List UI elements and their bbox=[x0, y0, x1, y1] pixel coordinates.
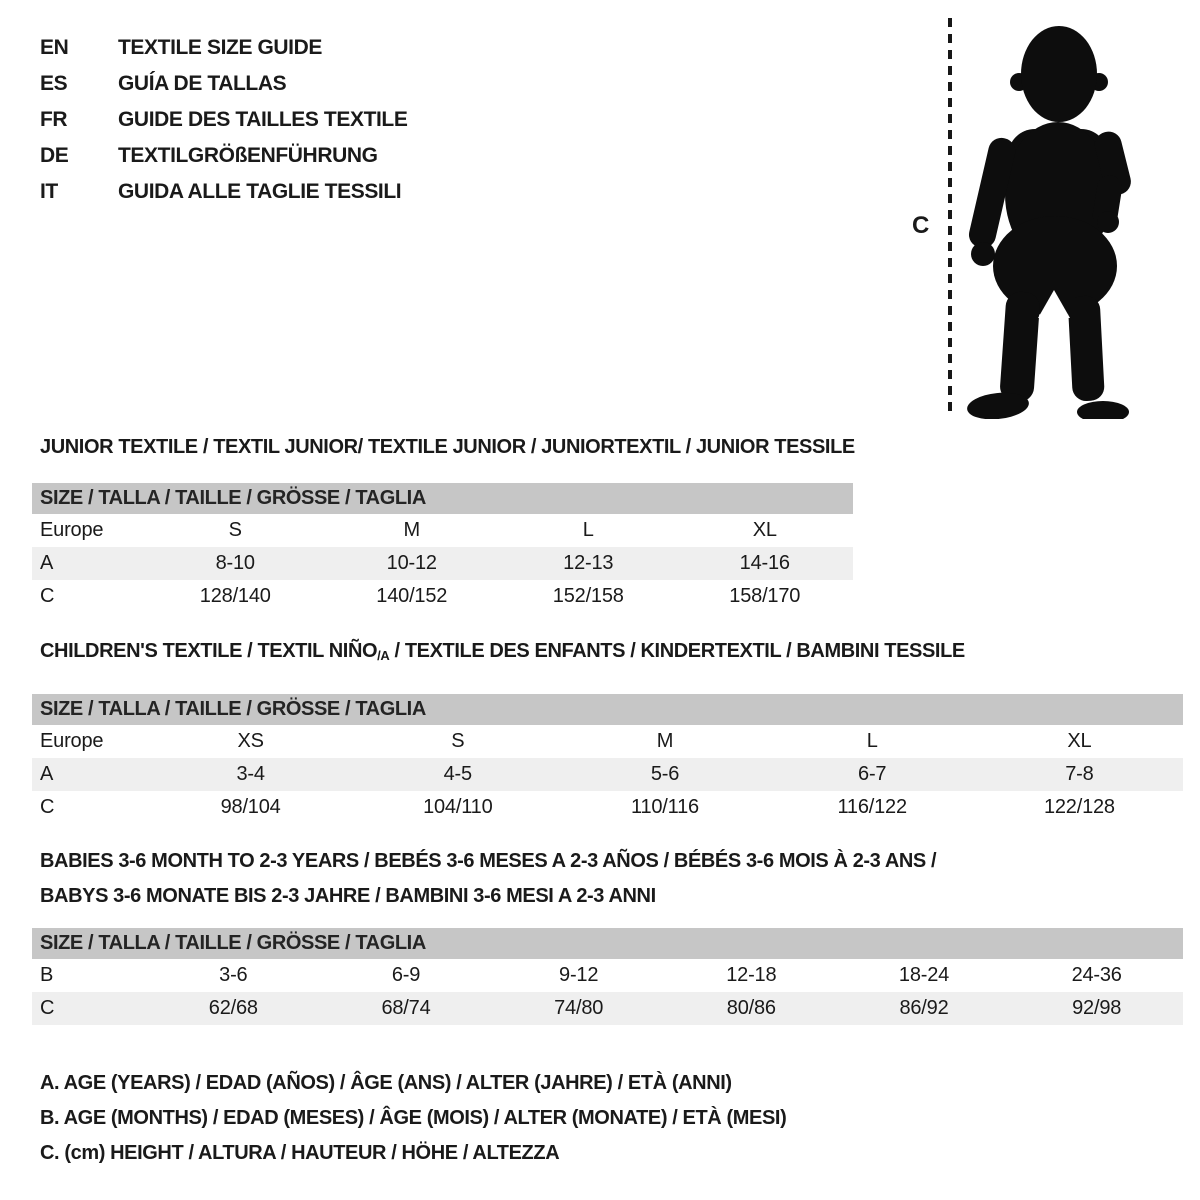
section-title bbox=[40, 634, 1183, 673]
silhouette-hand bbox=[971, 242, 995, 266]
size-cell: 24-36 bbox=[1071, 964, 1122, 986]
language-code: ES bbox=[40, 72, 68, 95]
size-table bbox=[32, 694, 1183, 824]
guide-title: TEXTILGRÖßENFÜHRUNG bbox=[118, 144, 378, 167]
size-cell: L bbox=[866, 730, 878, 752]
footnote-line: A. AGE (YEARS) / EDAD (AÑOS) / ÂGE (ANS) / ALTER (JAHRE) / ETÀ (ANNI) bbox=[40, 1072, 732, 1094]
size-cell: 3-4 bbox=[236, 763, 265, 785]
size-table-row bbox=[32, 959, 1183, 992]
size-cell: XS bbox=[237, 730, 264, 752]
section-title-text: CHILDREN'S TEXTILE / TEXTIL NIÑO bbox=[40, 640, 378, 662]
size-cell: 9-12 bbox=[559, 964, 599, 986]
size-table-row bbox=[32, 547, 853, 580]
language-code: IT bbox=[40, 180, 58, 203]
row-label: C bbox=[40, 796, 55, 818]
size-cell: 152/158 bbox=[552, 585, 624, 607]
size-table bbox=[32, 928, 1183, 1025]
guide-title: GUIDE DES TAILLES TEXTILE bbox=[118, 108, 408, 131]
size-cell: 104/110 bbox=[423, 796, 493, 818]
section-title-text: JUNIOR TEXTILE / TEXTIL JUNIOR/ TEXTILE JUNIOR / JUNIORTEXTIL / JUNIOR TESSILE bbox=[40, 436, 855, 458]
silhouette-hand bbox=[1097, 211, 1119, 233]
section-title-text: BABYS 3-6 MONATE BIS 2-3 JAHRE / BAMBINI 3-6 MESI A 2-3 ANNI bbox=[40, 885, 656, 907]
language-row bbox=[40, 102, 407, 138]
height-measure-label: C bbox=[912, 212, 930, 239]
size-cell: S bbox=[228, 519, 242, 541]
size-cell: 3-6 bbox=[219, 964, 248, 986]
section-title bbox=[40, 844, 1183, 879]
footnote-line: B. AGE (MONTHS) / EDAD (MESES) / ÂGE (MOIS) / ALTER (MONATE) / ETÀ (MESI) bbox=[40, 1107, 787, 1129]
silhouette-head bbox=[1021, 26, 1097, 122]
language-row bbox=[40, 174, 407, 210]
size-table-header: SIZE / TALLA / TAILLE / GRÖSSE / TAGLIA bbox=[32, 694, 1183, 725]
height-measure-line bbox=[948, 18, 952, 416]
section-title bbox=[40, 430, 853, 465]
size-table-row bbox=[32, 725, 1183, 758]
row-label: A bbox=[40, 552, 54, 574]
size-cell: 140/152 bbox=[376, 585, 448, 607]
language-code: EN bbox=[40, 36, 69, 59]
size-cell: 14-16 bbox=[739, 552, 790, 574]
size-cell: 10-12 bbox=[386, 552, 437, 574]
size-cell: M bbox=[656, 730, 674, 752]
row-label: Europe bbox=[40, 730, 104, 752]
row-label: B bbox=[40, 964, 54, 986]
guide-title: GUIDA ALLE TAGLIE TESSILI bbox=[118, 180, 402, 203]
size-guide-section bbox=[32, 634, 1183, 824]
size-cell: XL bbox=[752, 519, 777, 541]
size-table-header: SIZE / TALLA / TAILLE / GRÖSSE / TAGLIA bbox=[32, 928, 1183, 959]
footnotes bbox=[40, 1066, 786, 1171]
language-code: DE bbox=[40, 144, 69, 167]
size-table-row bbox=[32, 791, 1183, 824]
size-cell: 86/92 bbox=[899, 997, 949, 1019]
size-cell: 116/122 bbox=[837, 796, 907, 818]
section-title bbox=[40, 879, 1183, 914]
language-row bbox=[40, 30, 407, 66]
row-label: Europe bbox=[40, 519, 104, 541]
size-cell: 6-7 bbox=[858, 763, 887, 785]
size-cell: S bbox=[451, 730, 465, 752]
size-table bbox=[32, 483, 853, 613]
size-cell: 5-6 bbox=[650, 763, 680, 785]
size-cell: L bbox=[582, 519, 594, 541]
silhouette-leg bbox=[999, 291, 1041, 403]
footnote-line: C. (cm) HEIGHT / ALTURA / HAUTEUR / HÖHE / ALTEZZA bbox=[40, 1142, 560, 1164]
row-label: C bbox=[40, 585, 55, 607]
size-cell: 62/68 bbox=[208, 997, 258, 1019]
row-label: C bbox=[40, 997, 55, 1019]
guide-title: GUÍA DE TALLAS bbox=[118, 72, 287, 95]
language-title-list bbox=[40, 30, 407, 210]
section-title-text: BABIES 3-6 MONTH TO 2-3 YEARS / BEBÉS 3-6 MESES A 2-3 AÑOS / BÉBÉS 3-6 MOIS À 2-3 ANS / bbox=[40, 850, 937, 872]
language-code: FR bbox=[40, 108, 68, 131]
size-cell: 6-9 bbox=[391, 964, 421, 986]
size-cell: 110/116 bbox=[631, 796, 699, 818]
size-cell: 8-10 bbox=[215, 552, 255, 574]
size-cell: 12-13 bbox=[563, 552, 614, 574]
size-cell: 98/104 bbox=[220, 796, 281, 818]
size-cell: 18-24 bbox=[898, 964, 950, 986]
size-guide-section bbox=[32, 430, 853, 613]
size-cell: 12-18 bbox=[726, 964, 777, 986]
size-table-row bbox=[32, 580, 853, 613]
language-row bbox=[40, 138, 407, 174]
size-table-row bbox=[32, 992, 1183, 1025]
size-cell: 4-5 bbox=[443, 763, 472, 785]
size-cell: 128/140 bbox=[199, 585, 271, 607]
size-cell: 68/74 bbox=[381, 997, 431, 1019]
size-table-row bbox=[32, 514, 853, 547]
silhouette-foot bbox=[1077, 401, 1129, 419]
section-title-text: / TEXTILE DES ENFANTS / KINDERTEXTIL / BAMBINI TESSILE bbox=[389, 640, 965, 662]
section-title-text: /A bbox=[377, 648, 390, 663]
size-cell: 122/128 bbox=[1043, 796, 1115, 818]
size-table-row bbox=[32, 758, 1183, 791]
size-guide-section bbox=[32, 844, 1183, 1025]
toddler-silhouette-image bbox=[962, 14, 1147, 419]
silhouette-leg bbox=[1067, 295, 1104, 402]
size-cell: 74/80 bbox=[554, 997, 604, 1019]
guide-title: TEXTILE SIZE GUIDE bbox=[118, 36, 322, 59]
row-label: A bbox=[40, 763, 54, 785]
language-row bbox=[40, 66, 407, 102]
size-cell: 7-8 bbox=[1065, 763, 1094, 785]
size-table-header: SIZE / TALLA / TAILLE / GRÖSSE / TAGLIA bbox=[32, 483, 853, 514]
size-cell: 80/86 bbox=[726, 997, 776, 1019]
size-cell: XL bbox=[1067, 730, 1092, 752]
size-cell: 158/170 bbox=[729, 585, 801, 607]
size-cell: 92/98 bbox=[1072, 997, 1122, 1019]
size-cell: M bbox=[403, 519, 420, 541]
